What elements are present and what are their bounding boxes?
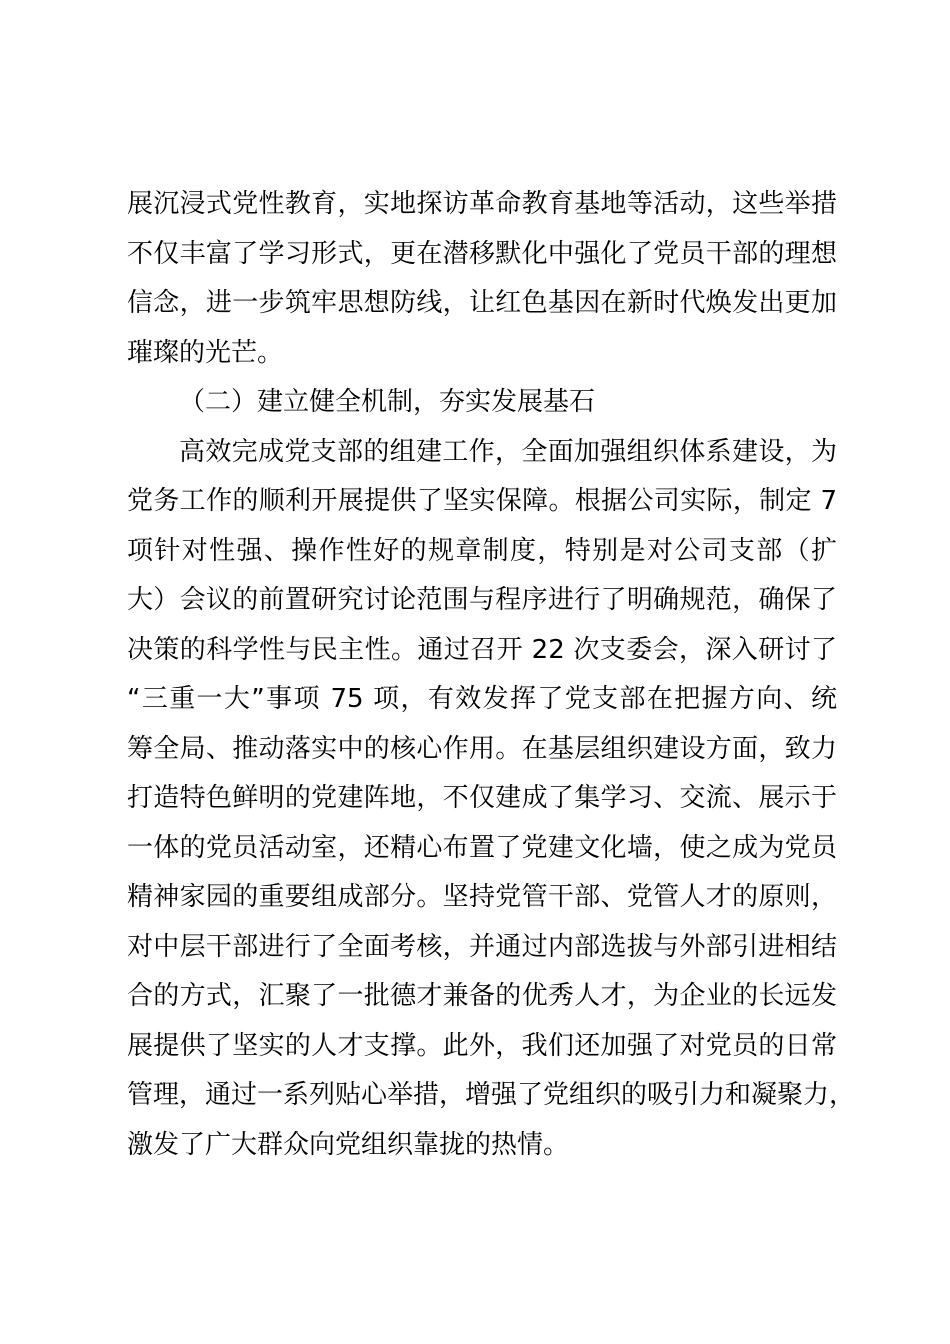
paragraph-line: 展沉浸式党性教育，实地探访革命教育基地等活动，这些举措 <box>127 189 837 219</box>
paragraph-line: 激发了广大群众向党组织靠拢的热情。 <box>127 1129 570 1160</box>
paragraph-line: 信念，进一步筑牢思想防线，让红色基因在新时代焕发出更加 <box>127 288 837 318</box>
paragraph-line: 一体的党员活动室，还精心布置了党建文化墙，使之成为党员 <box>127 832 837 863</box>
section-heading: （二）建立健全机制，夯实发展基石 <box>179 387 596 417</box>
paragraph-line: 项针对性强、操作性好的规章制度，特别是对公司支部（扩 <box>127 535 837 566</box>
paragraph-line: 高效完成党支部的组建工作，全面加强组织体系建设，为 <box>179 436 837 467</box>
paragraph-line: 精神家园的重要组成部分。坚持党管干部、党管人才的原则， <box>127 882 837 912</box>
paragraph-line: 打造特色鲜明的党建阵地，不仅建成了集学习、交流、展示于 <box>127 783 837 813</box>
paragraph-line: “三重一大”事项 75 项，有效发挥了党支部在把握方向、统 <box>127 684 837 714</box>
paragraph-line: 决策的科学性与民主性。通过召开 22 次支委会，深入研讨了 <box>127 634 837 665</box>
paragraph-line: 不仅丰富了学习形式，更在潜移默化中强化了党员干部的理想 <box>127 238 837 269</box>
document-body <box>127 180 856 1170</box>
paragraph-line: 展提供了坚实的人才支撑。此外，我们还加强了对党员的日常 <box>127 1030 837 1061</box>
paragraph-line: 筹全局、推动落实中的核心作用。在基层组织建设方面，致力 <box>127 733 837 764</box>
paragraph-line: 合的方式，汇聚了一批德才兼备的优秀人才，为企业的长远发 <box>127 981 837 1011</box>
paragraph-line: 璀璨的光芒。 <box>127 337 284 368</box>
paragraph-line: 管理，通过一系列贴心举措，增强了党组织的吸引力和凝聚力， <box>127 1080 856 1110</box>
paragraph-line: 大）会议的前置研究讨论范围与程序进行了明确规范，确保了 <box>127 585 837 615</box>
paragraph-line: 党务工作的顺利开展提供了坚实保障。根据公司实际，制定 7 <box>127 486 837 516</box>
paragraph-line: 对中层干部进行了全面考核，并通过内部选拔与外部引进相结 <box>127 931 837 962</box>
